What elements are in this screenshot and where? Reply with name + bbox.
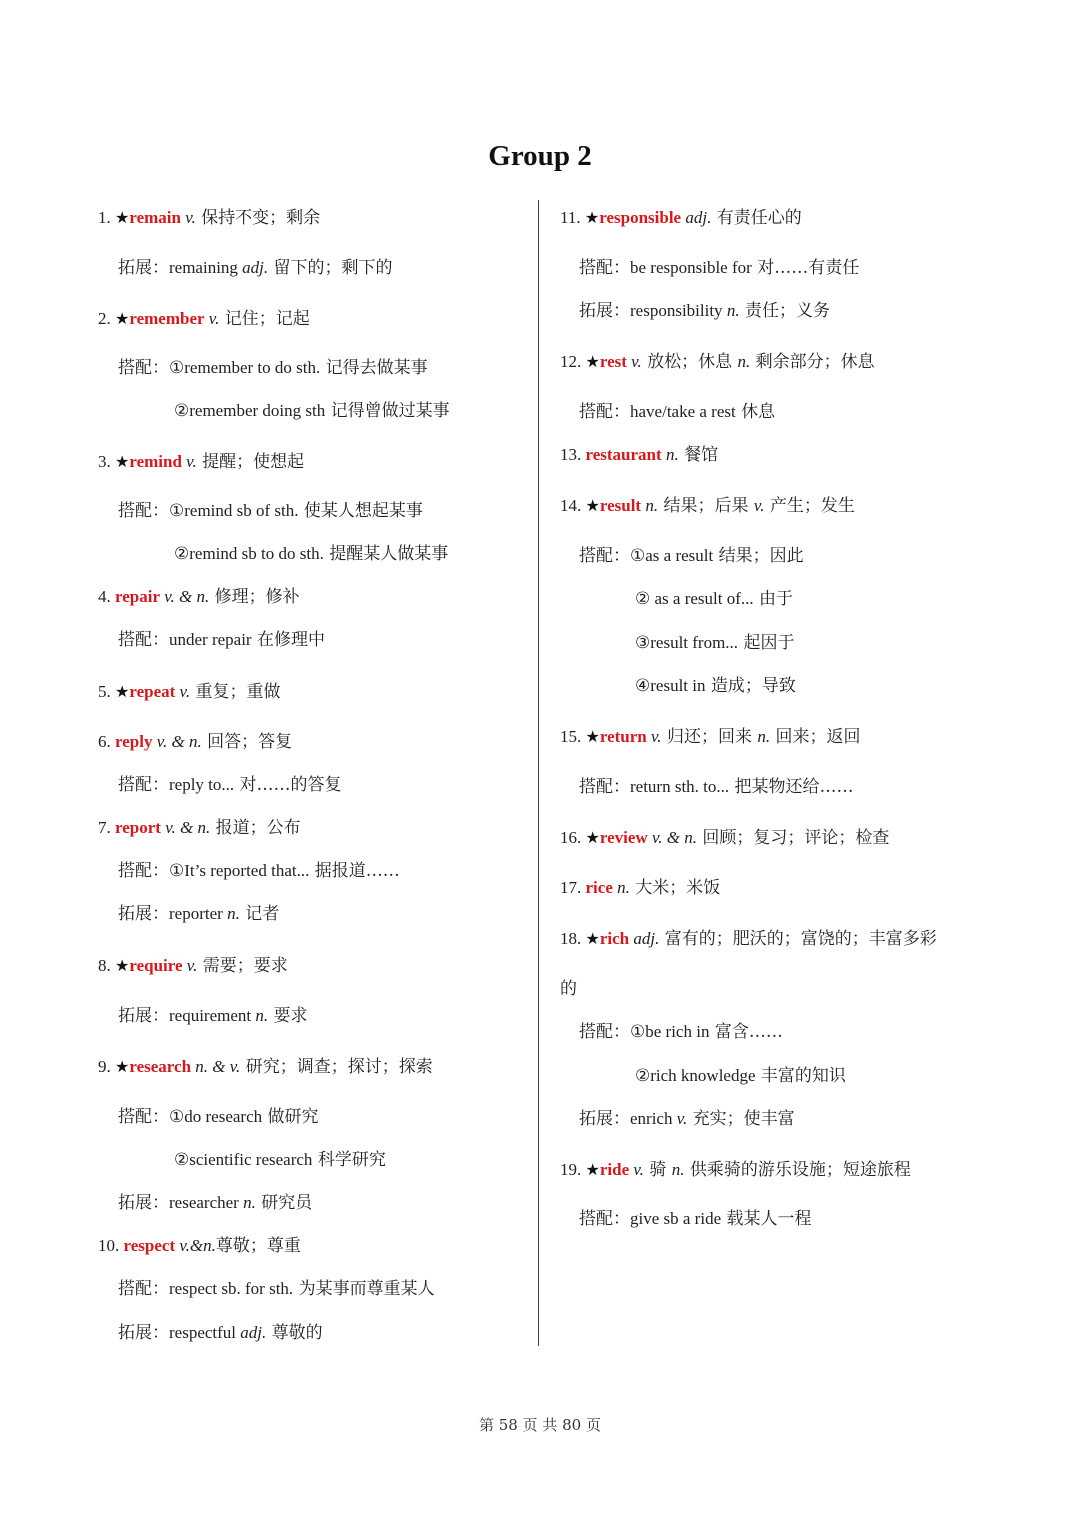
entry-result-collocation-4: ④result in 造成；导致 <box>635 676 796 696</box>
entry-require-extension: 拓展：requirement n. 要求 <box>118 1006 308 1026</box>
entry-rich-collocation-2: ②rich knowledge 丰富的知识 <box>635 1066 846 1086</box>
entry-review: 16. ★review v. & n. 回顾；复习；评论；检查 <box>560 828 890 848</box>
star-icon: ★ <box>115 452 130 471</box>
entry-responsible: 11. ★responsible adj. 有责任心的 <box>560 208 802 228</box>
entry-rich: 18. ★rich adj. 富有的；肥沃的；富饶的；丰富多彩 <box>560 929 937 949</box>
entry-respect-collocation: 搭配：respect sb. for sth. 为某事而尊重某人 <box>118 1279 435 1299</box>
entry-responsible-extension: 拓展：responsibility n. 责任；义务 <box>579 301 830 321</box>
entry-remain: 1. ★remain v. 保持不变；剩余 <box>98 208 321 228</box>
entry-research: 9. ★research n. & v. 研究；调查；探讨；探索 <box>98 1057 433 1077</box>
entry-rich-extension: 拓展：enrich v. 充实；使丰富 <box>579 1109 795 1129</box>
star-icon: ★ <box>115 956 130 975</box>
entry-remind: 3. ★remind v. 提醒；使想起 <box>98 452 305 472</box>
star-icon: ★ <box>115 1057 130 1076</box>
entry-return-collocation: 搭配：return sth. to... 把某物还给…… <box>579 777 854 797</box>
page-title: Group 2 <box>488 140 592 172</box>
entry-research-collocation-2: ②scientific research 科学研究 <box>174 1150 386 1170</box>
entry-responsible-collocation: 搭配：be responsible for 对……有责任 <box>579 258 860 278</box>
entry-restaurant: 13. restaurant n. 餐馆 <box>560 445 719 465</box>
entry-result-collocation: 搭配：①as a result 结果；因此 <box>579 546 804 566</box>
entry-result: 14. ★result n. 结果；后果 v. 产生；发生 <box>560 496 855 516</box>
entry-reply: 6. reply v. & n. 回答；答复 <box>98 732 293 752</box>
star-icon: ★ <box>584 208 600 227</box>
star-icon: ★ <box>585 496 600 515</box>
entry-rich-continued: 的 <box>560 979 577 999</box>
entry-rest-collocation: 搭配：have/take a rest 休息 <box>579 402 776 422</box>
entry-rest: 12. ★rest v. 放松；休息 n. 剩余部分；休息 <box>560 352 875 372</box>
column-divider <box>538 200 539 1346</box>
entry-remind-collocation: 搭配：①remind sb of sth. 使某人想起某事 <box>118 501 423 521</box>
entry-reply-collocation: 搭配：reply to... 对……的答复 <box>118 775 342 795</box>
star-icon: ★ <box>585 727 600 746</box>
entry-rice: 17. rice n. 大米；米饭 <box>560 878 721 898</box>
entry-ride: 19. ★ride v. 骑 n. 供乘骑的游乐设施；短途旅程 <box>560 1160 911 1180</box>
entry-respect: 10. respect v.&n.尊敬；尊重 <box>98 1236 301 1256</box>
entry-report: 7. report v. & n. 报道；公布 <box>98 818 301 838</box>
entry-research-extension: 拓展：researcher n. 研究员 <box>118 1193 313 1213</box>
star-icon: ★ <box>115 682 130 701</box>
star-icon: ★ <box>585 929 600 948</box>
entry-return: 15. ★return v. 归还；回来 n. 回来；返回 <box>560 727 861 747</box>
entry-remember-collocation: 搭配：①remember to do sth. 记得去做某事 <box>118 358 428 378</box>
entry-respect-extension: 拓展：respectful adj. 尊敬的 <box>118 1323 323 1343</box>
entry-ride-collocation: 搭配：give sb a ride 载某人一程 <box>579 1209 812 1229</box>
entry-remain-extension: 拓展：remaining adj. 留下的；剩下的 <box>118 258 393 278</box>
entry-repeat: 5. ★repeat v. 重复；重做 <box>98 682 281 702</box>
entry-remember-collocation-2: ②remember doing sth 记得曾做过某事 <box>174 401 450 421</box>
star-icon: ★ <box>585 352 600 371</box>
entry-result-collocation-3: ③result from... 起因于 <box>635 633 795 653</box>
entry-report-collocation: 搭配：①It’s reported that... 据报道…… <box>118 861 400 881</box>
entry-remember: 2. ★remember v. 记住；记起 <box>98 309 310 329</box>
entry-require: 8. ★require v. 需要；要求 <box>98 956 288 976</box>
entry-remind-collocation-2: ②remind sb to do sth. 提醒某人做某事 <box>174 544 449 564</box>
star-icon: ★ <box>585 1160 600 1179</box>
entry-rich-collocation: 搭配：①be rich in 富含…… <box>579 1022 783 1042</box>
star-icon: ★ <box>585 828 600 847</box>
entry-repair: 4. repair v. & n. 修理；修补 <box>98 587 300 607</box>
entry-report-extension: 拓展：reporter n. 记者 <box>118 904 280 924</box>
star-icon: ★ <box>115 208 130 227</box>
star-icon: ★ <box>115 309 130 328</box>
entry-research-collocation: 搭配：①do research 做研究 <box>118 1107 319 1127</box>
page-number-footer: 第 58 页 共 80 页 <box>478 1416 601 1434</box>
entry-result-collocation-2: ② as a result of... 由于 <box>635 589 794 609</box>
entry-repair-collocation: 搭配：under repair 在修理中 <box>118 630 325 650</box>
